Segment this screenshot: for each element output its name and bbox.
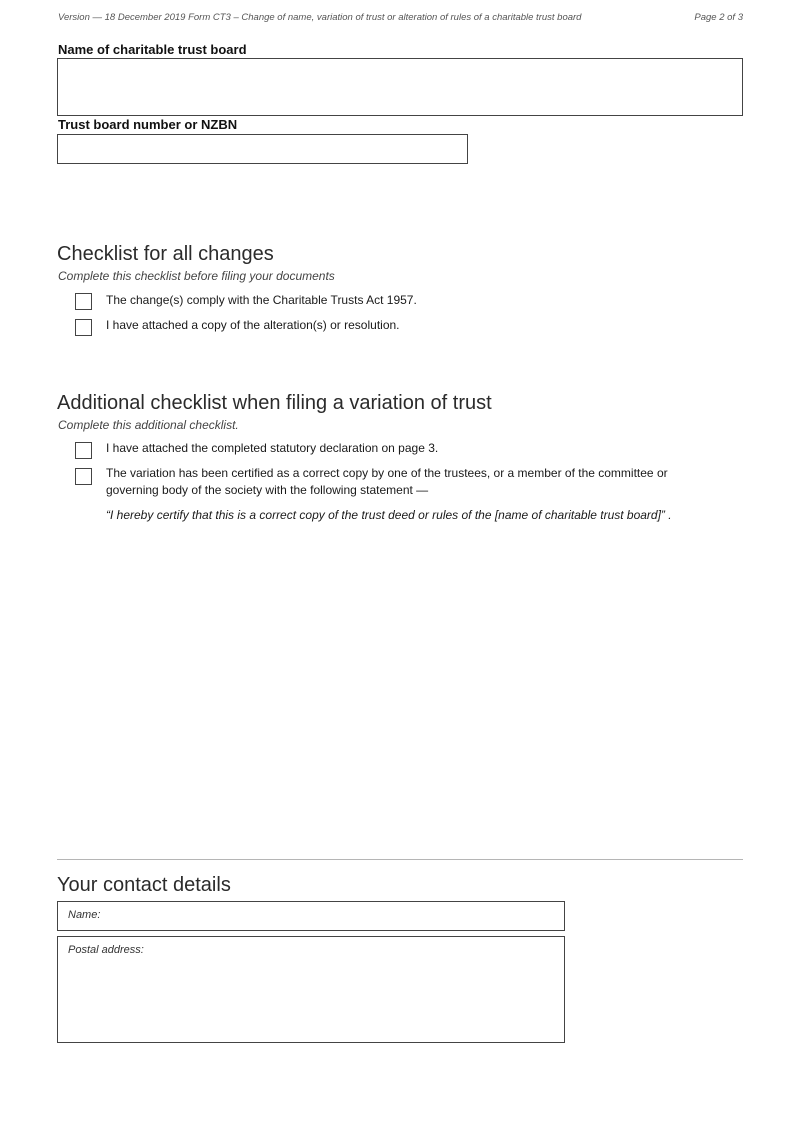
checkbox-comply-act[interactable] [75,293,92,310]
contact-postal-address-field[interactable] [57,936,565,1043]
board-name-field[interactable] [57,58,743,116]
checklist-item-attached-alteration: I have attached a copy of the alteration(s) or resolution. [106,318,400,332]
certification-statement: “I hereby certify that this is a correct copy of the trust deed or rules of the [name of charitable trust board]” . [106,508,672,522]
checklist-variation-heading: Additional checklist when filing a variation of trust [57,392,492,414]
contact-postal-address-label: Postal address: [68,944,144,956]
contact-name-field[interactable] [57,901,565,931]
contact-heading: Your contact details [57,874,231,896]
checklist-item-comply-act: The change(s) comply with the Charitable Trusts Act 1957. [106,293,417,307]
board-number-field[interactable] [57,134,468,164]
document-header-title: Version — 18 December 2019 Form CT3 – Change of name, variation of trust or alteration of rules of a charitable trust board [58,12,582,23]
contact-name-label: Name: [68,909,101,921]
checklist-variation-subtitle: Complete this additional checklist. [58,418,239,432]
checklist-item-statutory-declaration: I have attached the completed statutory declaration on page 3. [106,441,439,455]
board-name-label: Name of charitable trust board [58,42,247,57]
section-divider [57,859,743,860]
checklist-all-heading: Checklist for all changes [57,243,274,265]
checklist-all-subtitle: Complete this checklist before filing your documents [58,269,335,283]
page-number: Page 2 of 3 [694,12,743,23]
checklist-item-variation-certified: The variation has been certified as a correct copy by one of the trustees, or a member of the committee or governing body of the society with the following statement — [106,466,668,497]
checkbox-statutory-declaration[interactable] [75,442,92,459]
checkbox-attached-alteration[interactable] [75,319,92,336]
checkbox-variation-certified[interactable] [75,468,92,485]
board-number-label: Trust board number or NZBN [58,117,238,132]
